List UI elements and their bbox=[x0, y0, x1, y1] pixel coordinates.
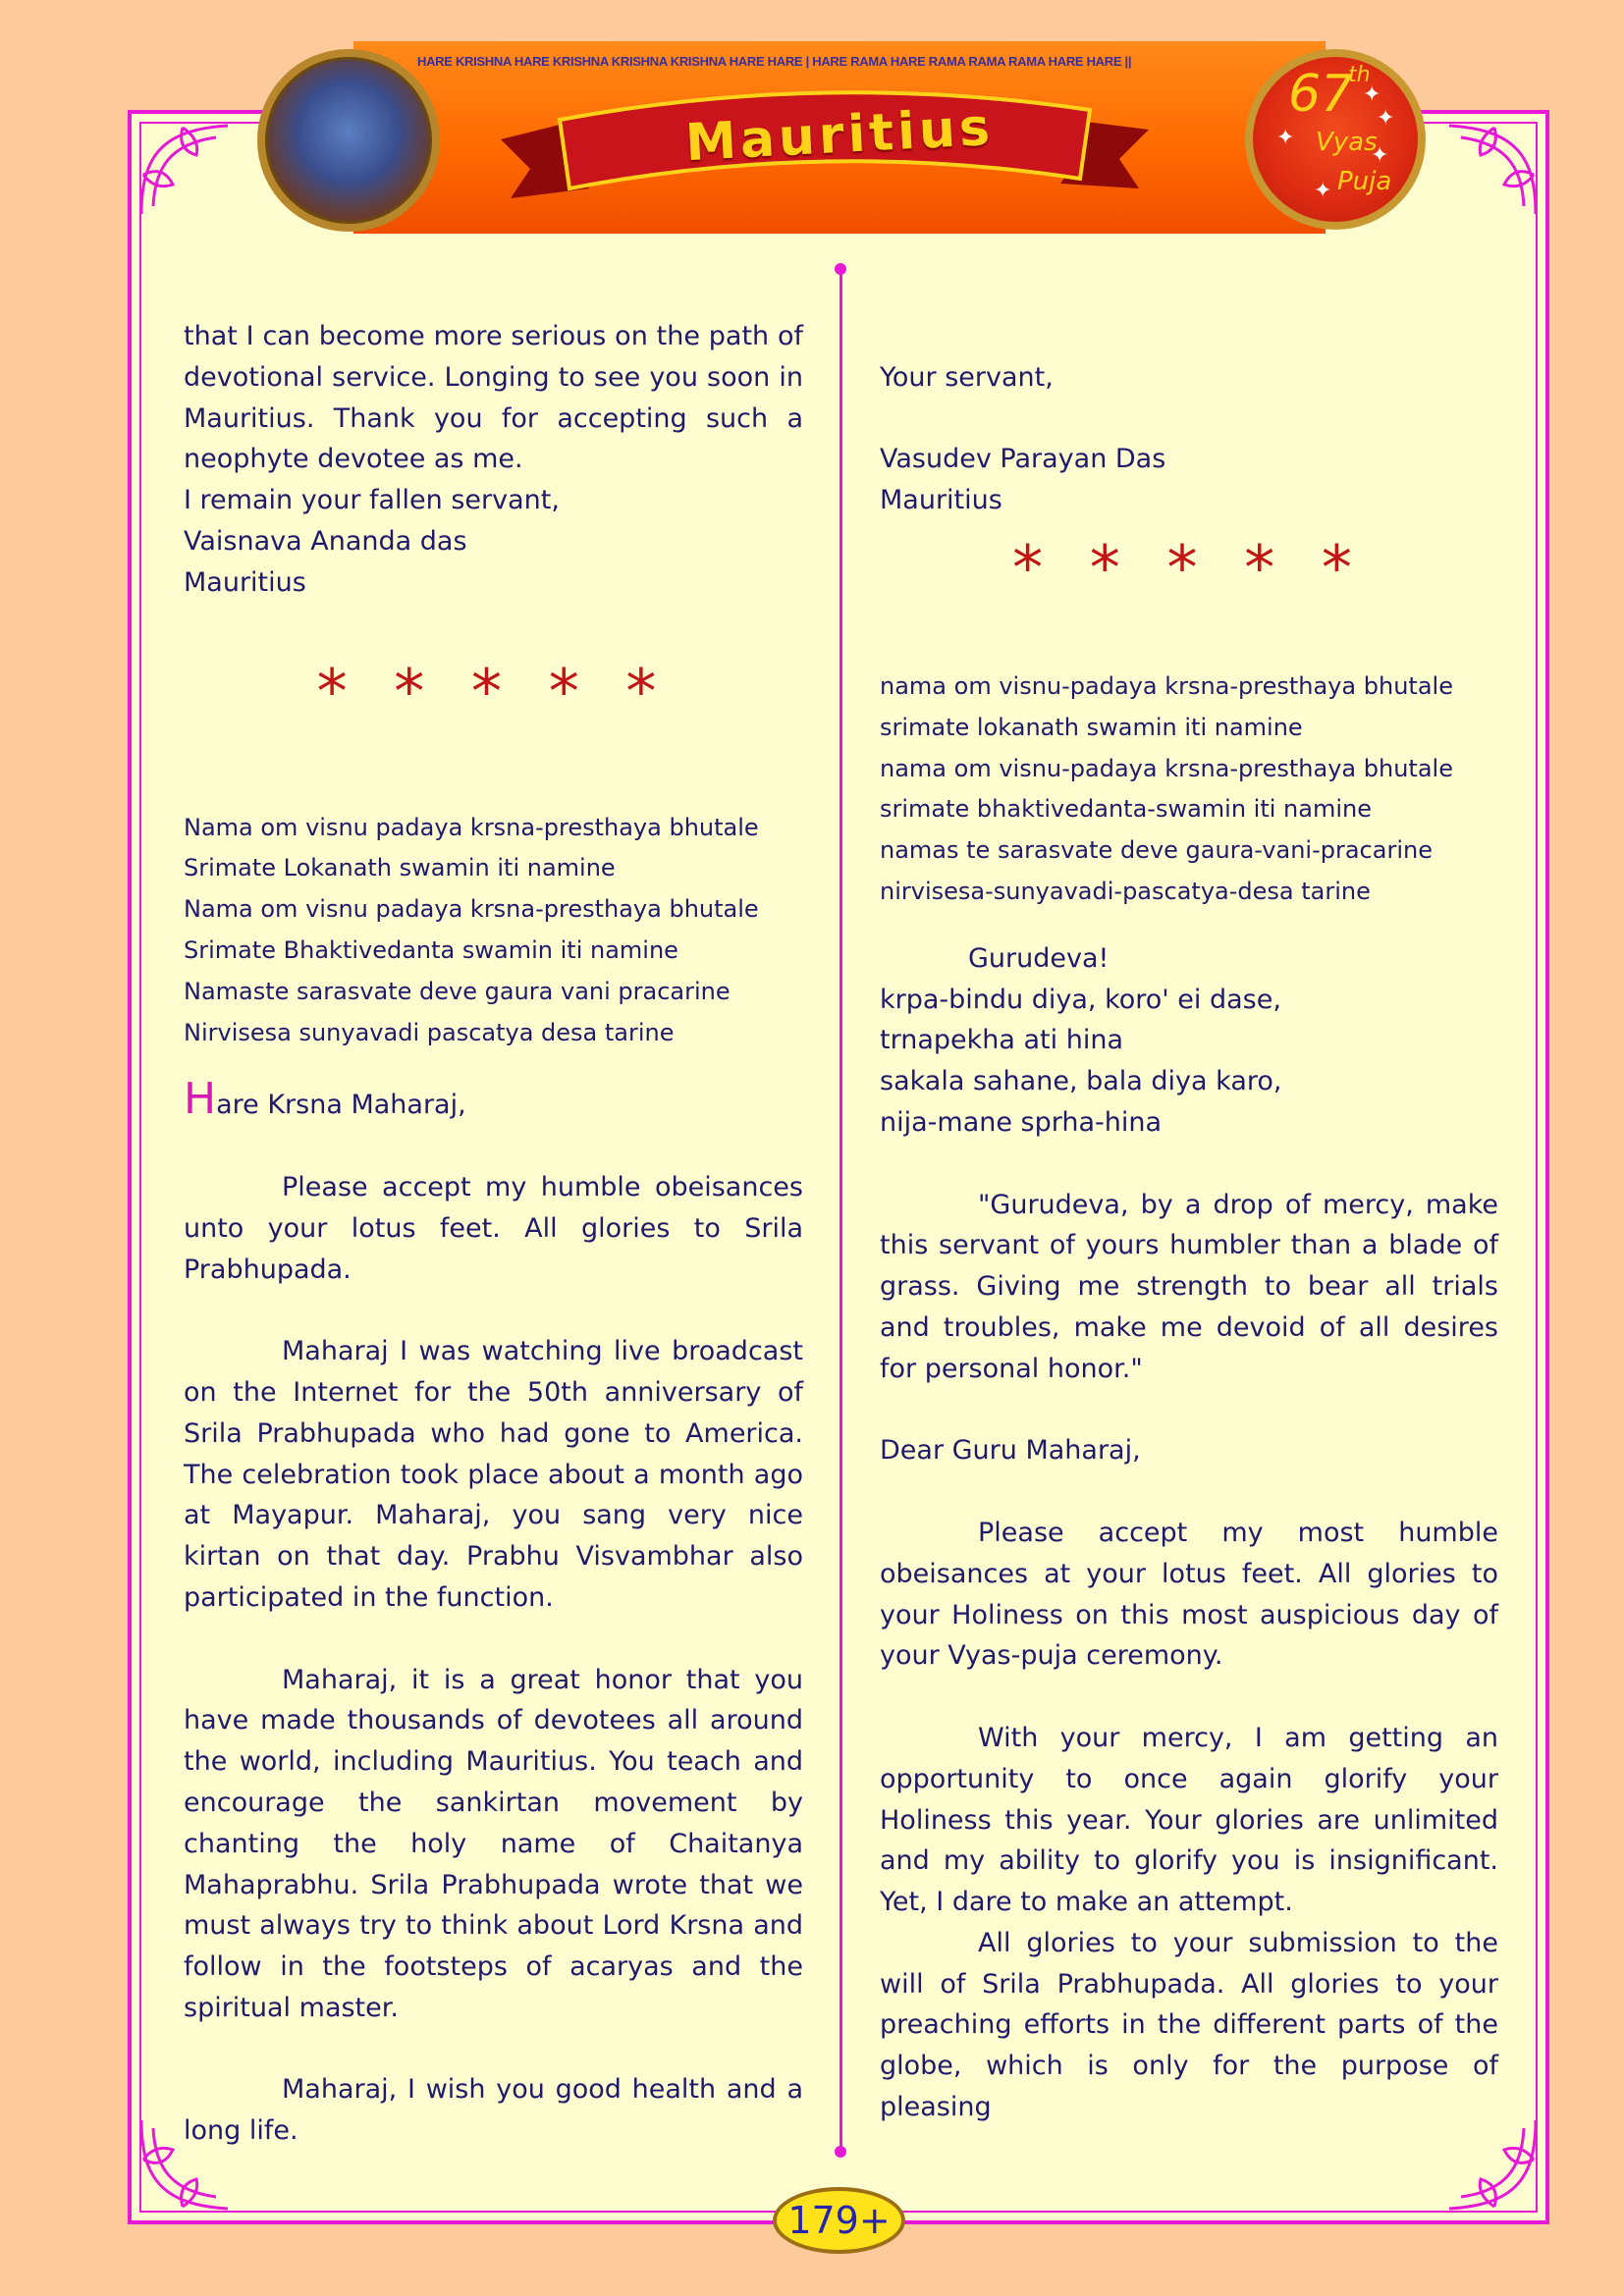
sparkle-icon: ✦ bbox=[1276, 126, 1295, 150]
corner-ornament-top-right bbox=[1435, 116, 1543, 224]
song-title: Gurudeva! bbox=[968, 942, 1110, 974]
sparkle-icon: ✦ bbox=[1363, 82, 1381, 107]
letter-paragraph: Maharaj, I wish you good health and a long life. bbox=[184, 2074, 803, 2147]
greeting-text: are Krsna Maharaj, bbox=[216, 1090, 466, 1121]
pranama-verse bbox=[880, 667, 1498, 913]
verse-line: nama om visnu-padaya krsna-presthaya bhutale bbox=[880, 754, 1453, 782]
letter-paragraph: Maharaj, it is a great honor that you have made thousands of devotees all around the world, including Mauritius. You teach and encourage the sankirtan movement by chanting the holy name of Chaitanya Mahaprabhu. Srila Prabhupada wrote that we must always try to think about Lord Krsna and follow in the footsteps of acaryas and the spiritual master. bbox=[184, 1664, 803, 2023]
sparkle-icon: ✦ bbox=[1314, 179, 1332, 203]
song-line: krpa-bindu diya, koro' ei dase, bbox=[880, 984, 1281, 1015]
signature-place: Mauritius bbox=[184, 566, 306, 598]
verse-line: Srimate Bhaktivedanta swamin iti namine bbox=[184, 935, 678, 964]
signature-place: Mauritius bbox=[880, 485, 1002, 516]
letter-paragraph: Maharaj I was watching live broadcast on the Internet for the 50th anniversary of Srila Prabhupada who had gone to America. The celebration took place about a month ago at Mayapur. Maharaj, you sang very nice kirtan on that day. Prabhu Visvambhar also participated in the function. bbox=[184, 1336, 803, 1613]
corner-ornament-top-left bbox=[134, 116, 242, 224]
song-line: sakala sahane, bala diya karo, bbox=[880, 1066, 1282, 1097]
signature-name: Vaisnava Ananda das bbox=[184, 525, 467, 557]
section-divider-stars: * * * * * bbox=[316, 655, 671, 727]
verse-line: Srimate Lokanath swamin iti namine bbox=[184, 854, 616, 882]
section-divider-stars: * * * * * bbox=[1012, 531, 1366, 604]
divider-dot-top bbox=[835, 263, 846, 275]
left-column bbox=[184, 316, 803, 2152]
letter-greeting bbox=[184, 1074, 803, 1126]
anniversary-suffix: th bbox=[1348, 63, 1371, 87]
letter-paragraph: Please accept my most humble obeisances at your lotus feet. All glories to your Holiness on this most auspicious day of your Vyas-puja ceremony. bbox=[880, 1517, 1498, 1672]
letter-paragraph: With your mercy, I am getting an opportunity to once again glorify your Holiness this year. Your glories are unlimited and my ability to glorify you is insignificant. Yet, I dare to make an attempt. bbox=[880, 1722, 1498, 1918]
letter-paragraph: All glories to your submission to the will of Srila Prabhupada. All glories to your preaching efforts in the different parts of the globe, which is only for the purpose of pleasing bbox=[880, 1927, 1498, 2123]
verse-line: Nirvisesa sunyavadi pascatya desa tarine bbox=[184, 1018, 675, 1046]
letter-closing: Your servant, bbox=[880, 361, 1054, 393]
column-divider bbox=[839, 268, 842, 2155]
verse-line: Namaste sarasvate deve gaura vani pracarine bbox=[184, 977, 731, 1005]
song-line: nija-mane sprha-hina bbox=[880, 1106, 1163, 1138]
signature-name: Vasudev Parayan Das bbox=[880, 444, 1166, 475]
song-line: trnapekha ati hina bbox=[880, 1025, 1123, 1056]
puja-label: Puja bbox=[1337, 167, 1392, 196]
banner-title: Mauritius bbox=[683, 97, 996, 174]
anniversary-number: 67 bbox=[1288, 65, 1354, 124]
letter-paragraph: Please accept my humble obeisances unto your lotus feet. All glories to Srila Prabhupada. bbox=[184, 1171, 803, 1285]
song-translation: "Gurudeva, by a drop of mercy, make this servant of yours humbler than a blade of grass. Giving me strength to bear all trials and troubles, make me devoid of all desires for personal honor." bbox=[880, 1189, 1498, 1384]
sparkle-icon: ✦ bbox=[1377, 106, 1395, 131]
letter-greeting: Dear Guru Maharaj, bbox=[880, 1435, 1141, 1467]
verse-line: srimate lokanath swamin iti namine bbox=[880, 713, 1303, 741]
intro-paragraph: that I can become more serious on the path of devotional service. Longing to see you soon in Mauritius. Thank you for accepting such a neophyte devotee as me. bbox=[184, 321, 803, 475]
verse-line: nirvisesa-sunyavadi-pascatya-desa tarine bbox=[880, 877, 1371, 905]
letter-closing: I remain your fallen servant, bbox=[184, 485, 560, 516]
verse-line: srimate bhaktivedanta-swamin iti namine bbox=[880, 795, 1372, 824]
right-column bbox=[880, 316, 1498, 2128]
greeting-initial: H bbox=[184, 1074, 217, 1125]
deity-medallion-image bbox=[257, 49, 440, 232]
banner-chant-text: HARE KRISHNA HARE KRISHNA KRISHNA KRISHNA HARE HARE | HARE RAMA HARE RAMA RAMA RAMA HARE HARE || bbox=[417, 54, 1132, 69]
pranama-verse bbox=[184, 808, 803, 1054]
verse-line: Nama om visnu padaya krsna-presthaya bhutale bbox=[184, 895, 759, 924]
page-number-badge: 179+ bbox=[773, 2187, 905, 2254]
sparkle-icon: ✦ bbox=[1371, 143, 1389, 168]
divider-dot-bottom bbox=[835, 2146, 846, 2158]
verse-line: nama om visnu-padaya krsna-presthaya bhutale bbox=[880, 671, 1453, 700]
verse-line: namas te sarasvate deve gaura-vani-pracarine bbox=[880, 836, 1433, 865]
vyas-label: Vyas bbox=[1316, 128, 1378, 157]
verse-line: Nama om visnu padaya krsna-presthaya bhutale bbox=[184, 813, 759, 841]
